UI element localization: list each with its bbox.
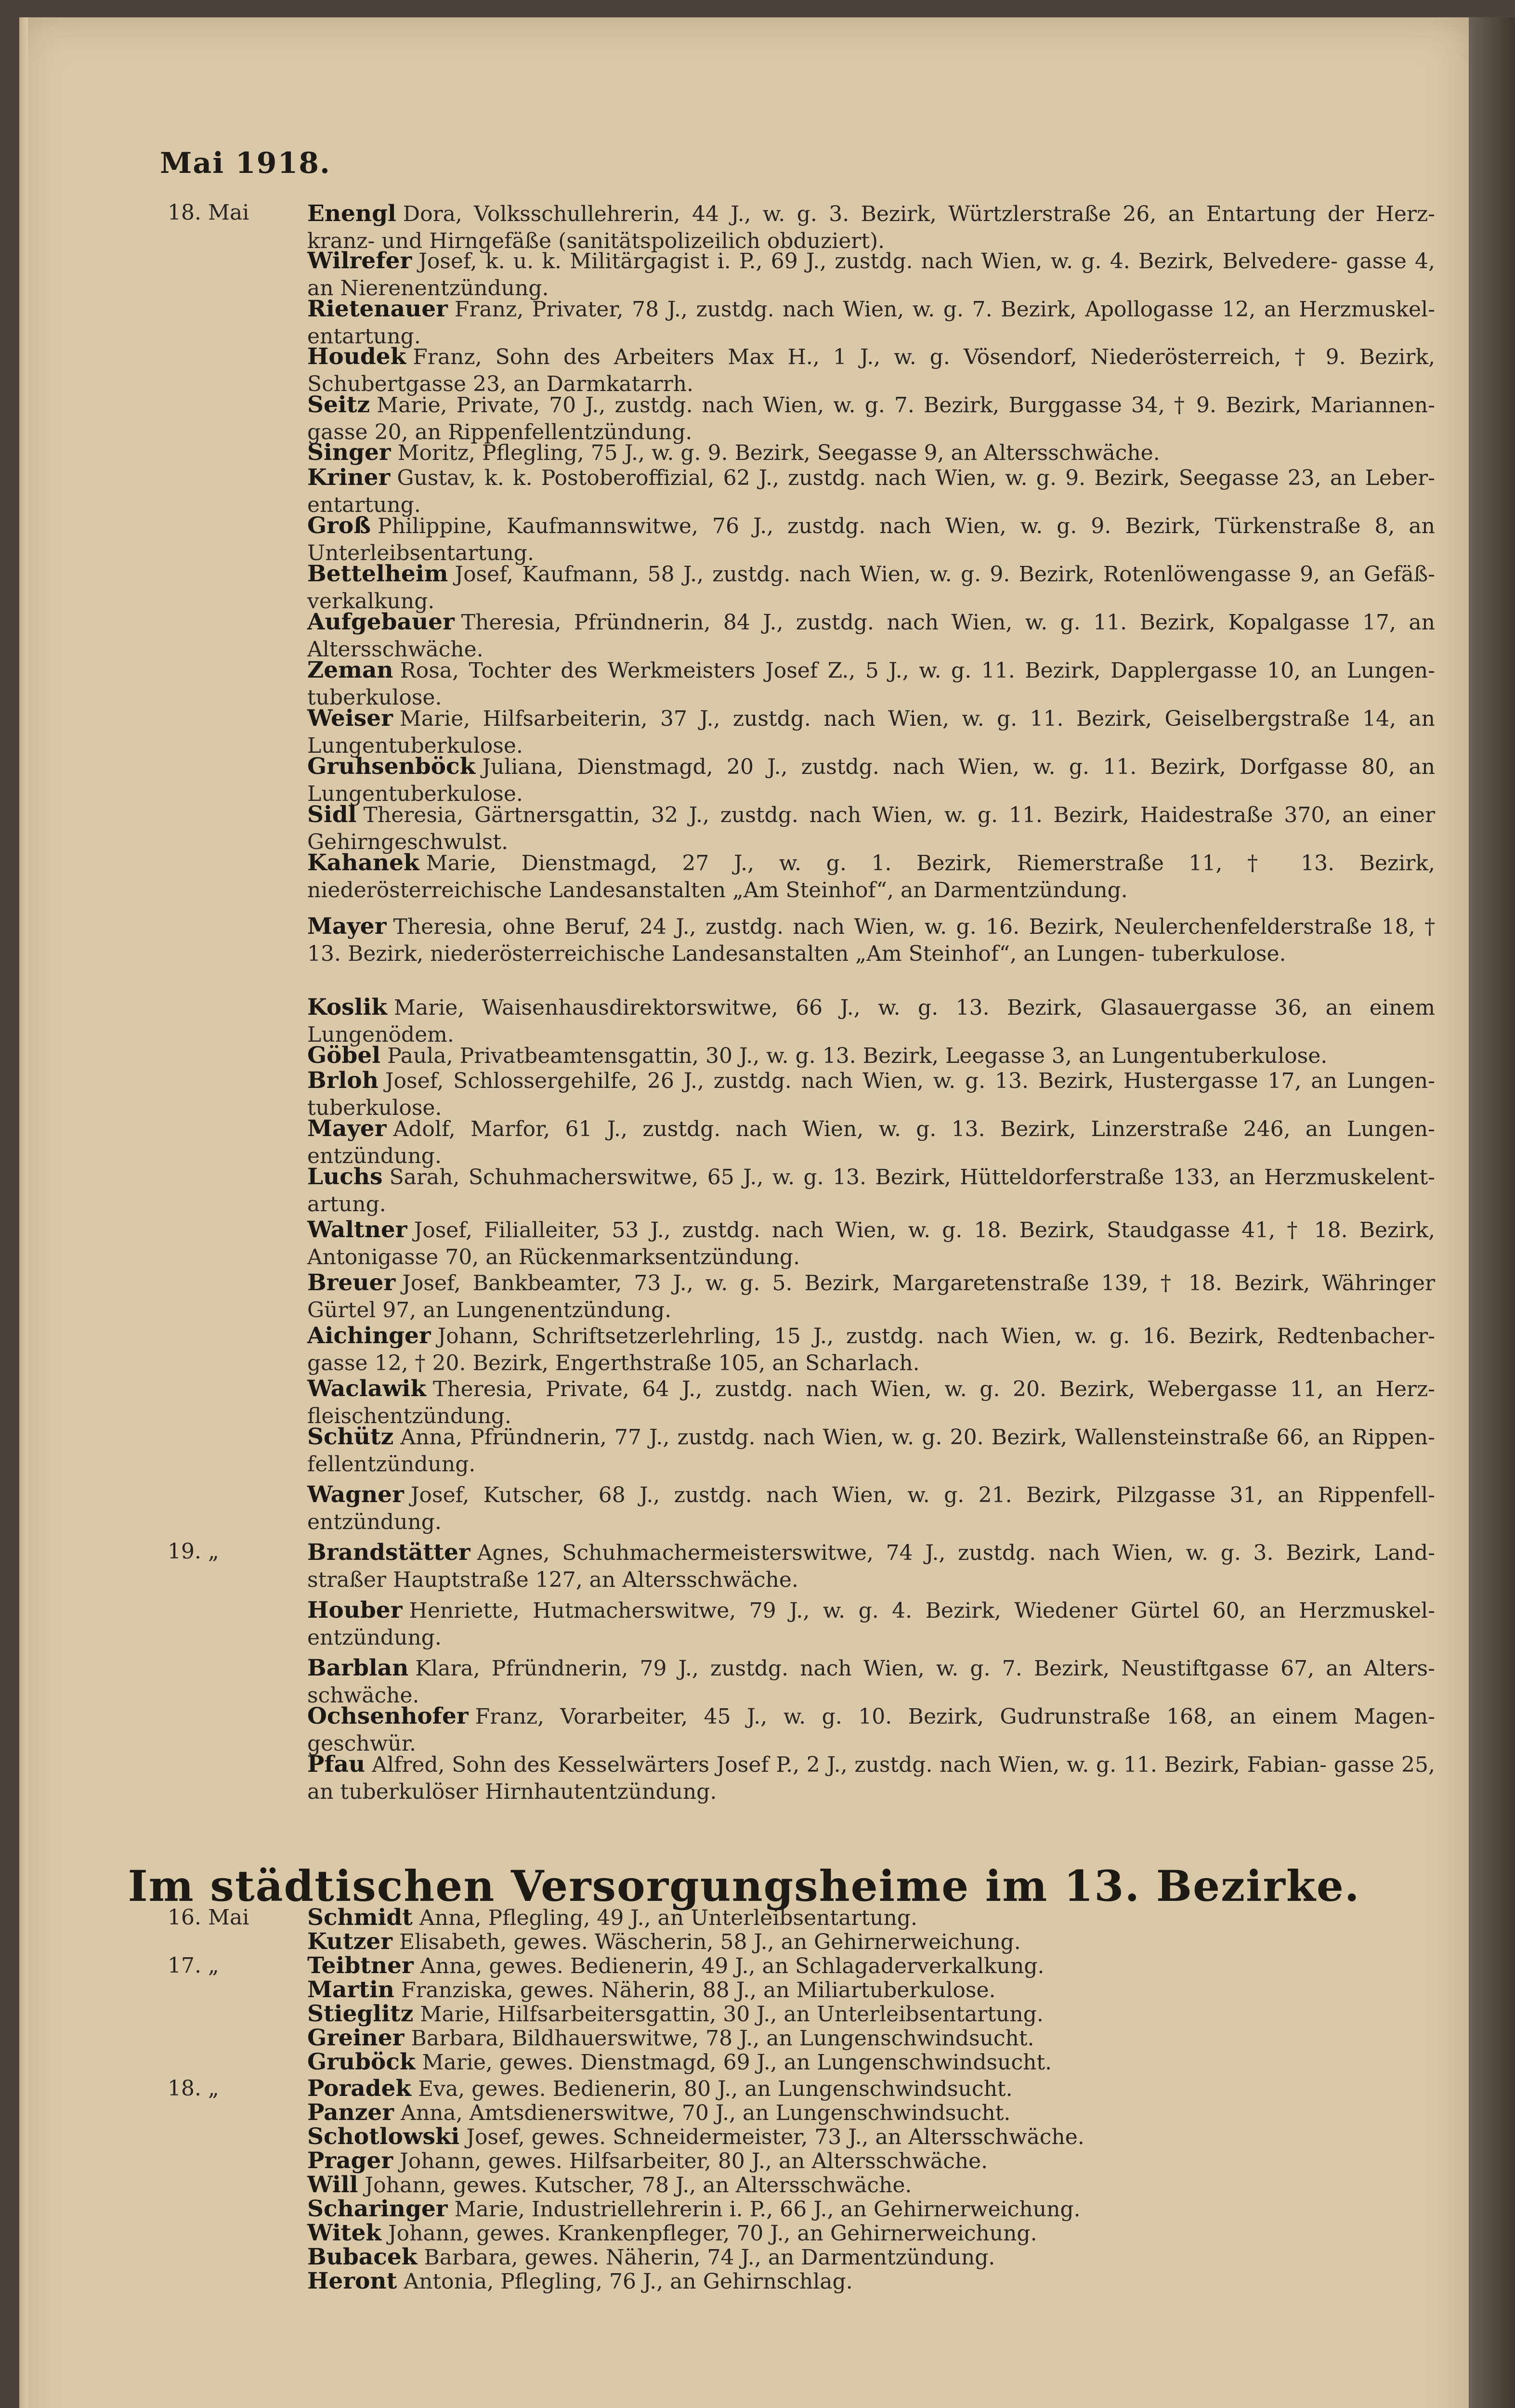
entry-details: Franz, Privater, 78 J., zustdg. nach Wien, w. g. 7. Bezirk, Apollogasse 12, an Herzmuskel- entartung.	[307, 297, 1435, 349]
entry-text	[307, 1953, 1435, 1979]
entry-details: Josef, Schlossergehilfe, 26 J., zustdg. nach Wien, w. g. 13. Bezirk, Hustergasse 17, an Lungen- tuberkulose.	[307, 1069, 1435, 1120]
entry-text	[307, 1977, 1435, 2003]
entry-details: Johann, gewes. Krankenpfleger, 70 J., an Gehirnerweichung.	[388, 2221, 1037, 2246]
entry-details: Gustav, k. k. Postoberoffizial, 62 J., zustdg. nach Wien, w. g. 9. Bezirk, Seegasse 23, an Leber- entartung.	[307, 466, 1435, 517]
section-heading: Im städtischen Versorgungsheime im 13. Bezirke.	[128, 1861, 1360, 1911]
entry-text	[307, 464, 1435, 519]
entry-date: 19. „	[168, 1539, 219, 1564]
deceased-surname: Groß	[307, 512, 371, 539]
deceased-surname: Martin	[307, 1976, 394, 2003]
deceased-surname: Kriner	[307, 464, 391, 491]
deceased-surname: Seitz	[307, 392, 370, 418]
deceased-surname: Houdek	[307, 343, 406, 370]
entry-details: Marie, gewes. Dienstmagd, 69 J., an Lungenschwindsucht.	[422, 2050, 1052, 2075]
entry-details: Theresia, Private, 64 J., zustdg. nach Wien, w. g. 20. Bezirk, Webergasse 11, an Herz- fleischentzündung.	[307, 1377, 1435, 1428]
entry-text	[307, 1269, 1435, 1324]
deceased-surname: Teibtner	[307, 1952, 414, 1979]
entry-text	[307, 1481, 1435, 1536]
entry-date: 16. Mai	[168, 1905, 249, 1930]
entry-text	[307, 913, 1435, 968]
entry-text	[307, 2221, 1435, 2246]
deceased-surname: Pfau	[307, 1751, 366, 1778]
book-gutter	[1469, 17, 1515, 2408]
entry-details: Johann, gewes. Kutscher, 78 J., an Altersschwäche.	[365, 2173, 912, 2198]
entry-text	[307, 1655, 1435, 1709]
entry-text	[307, 1905, 1435, 1931]
entry-text	[307, 1067, 1435, 1122]
entry-text	[307, 1217, 1435, 1271]
entry-text	[307, 2172, 1435, 2198]
entry-text	[307, 994, 1435, 1048]
deceased-surname: Witek	[307, 2220, 381, 2246]
deceased-surname: Gruhsenböck	[307, 753, 476, 780]
entry-details: Theresia, ohne Beruf, 24 J., zustdg. nach Wien, w. g. 16. Bezirk, Neulerchenfelderstraße 18, † 13. Bezirk, niederösterreichische Landesanstalten „Am Steinhof“, an Lungen- tuberkulose.	[307, 915, 1435, 966]
entry-text	[307, 753, 1435, 808]
entry-details: Josef, k. u. k. Militärgagist i. P., 69 J., zustdg. nach Wien, w. g. 4. Bezirk, Belvedere- gasse 4, an Nierenentzündung.	[307, 249, 1435, 301]
entry-details: Eva, gewes. Bedienerin, 80 J., an Lungenschwindsucht.	[418, 2077, 1013, 2101]
entry-text	[307, 1597, 1435, 1651]
entry-details: Dora, Volksschullehrerin, 44 J., w. g. 3. Bezirk, Würtzlerstraße 26, an Entartung der Herz- kranz- und Hirngefäße (sanitätspolizeilich obduziert).	[307, 202, 1435, 253]
deceased-surname: Barblan	[307, 1655, 409, 1681]
entry-details: Klara, Pfründnerin, 79 J., zustdg. nach Wien, w. g. 7. Bezirk, Neustiftgasse 67, an Alters- schwäche.	[307, 1656, 1435, 1708]
entry-details: Henriette, Hutmacherswitwe, 79 J., w. g. 4. Bezirk, Wiedener Gürtel 60, an Herzmuskel- entzündung.	[307, 1598, 1435, 1650]
deceased-surname: Scharinger	[307, 2196, 448, 2222]
entry-details: Josef, Filialleiter, 53 J., zustdg. nach Wien, w. g. 18. Bezirk, Staudgasse 41, † 18. Bezirk, Antonigasse 70, an Rückenmarksentzündung.	[307, 1218, 1435, 1269]
deceased-surname: Kutzer	[307, 1928, 393, 1955]
deceased-surname: Göbel	[307, 1042, 381, 1069]
deceased-surname: Schmidt	[307, 1904, 413, 1931]
entry-details: Philippine, Kaufmannswitwe, 76 J., zustdg. nach Wien, w. g. 9. Bezirk, Türkenstraße 8, an Unterleibsentartung.	[307, 514, 1435, 565]
deceased-surname: Rietenauer	[307, 296, 448, 322]
deceased-surname: Mayer	[307, 913, 387, 940]
entry-text	[307, 2197, 1435, 2222]
entry-text	[307, 1375, 1435, 1430]
deceased-surname: Wilrefer	[307, 248, 412, 274]
entry-text	[307, 2076, 1435, 2102]
entry-text	[307, 1164, 1435, 1218]
deceased-surname: Brloh	[307, 1067, 379, 1094]
entry-text	[307, 1115, 1435, 1170]
entry-details: Anna, gewes. Bedienerin, 49 J., an Schlagaderverkalkung.	[420, 1954, 1045, 1978]
entry-text	[307, 1322, 1435, 1377]
entry-date: 18. „	[168, 2076, 219, 2101]
entry-text	[307, 1751, 1435, 1806]
entry-text	[307, 439, 1435, 467]
entry-details: Paula, Privatbeamtensgattin, 30 J., w. g. 13. Bezirk, Leegasse 3, an Lungentuberkulose.	[387, 1044, 1328, 1068]
entry-details: Barbara, gewes. Näherin, 74 J., an Darmentzündung.	[424, 2245, 995, 2270]
entry-details: Marie, Waisenhausdirektorswitwe, 66 J., w. g. 13. Bezirk, Glasauergasse 36, an einem Lungenödem.	[307, 995, 1435, 1047]
entry-details: Theresia, Gärtnersgattin, 32 J., zustdg. nach Wien, w. g. 11. Bezirk, Haidestraße 370, an einer Gehirngeschwulst.	[307, 803, 1435, 854]
entry-details: Elisabeth, gewes. Wäscherin, 58 J., an Gehirnerweichung.	[399, 1930, 1021, 1954]
deceased-surname: Aichinger	[307, 1322, 431, 1349]
deceased-surname: Waclawik	[307, 1375, 426, 1402]
entry-details: Barbara, Bildhauerswitwe, 78 J., an Lungenschwindsucht.	[411, 2026, 1034, 2051]
entry-details: Johann, Schriftsetzerlehrling, 15 J., zustdg. nach Wien, w. g. 16. Bezirk, Redtenbacher- gasse 12, † 20. Bezirk, Engerthstraße 105, an Scharlach.	[307, 1324, 1435, 1375]
entry-text	[307, 1042, 1435, 1070]
entry-text	[307, 392, 1435, 446]
deceased-surname: Wagner	[307, 1481, 404, 1508]
entry-text	[307, 296, 1435, 350]
entry-text	[307, 801, 1435, 856]
deceased-surname: Enengl	[307, 200, 396, 227]
deceased-surname: Bettelheim	[307, 561, 448, 587]
deceased-surname: Schütz	[307, 1424, 394, 1450]
entry-text	[307, 343, 1435, 398]
entry-text	[307, 1424, 1435, 1478]
entry-text	[307, 2050, 1435, 2075]
deceased-surname: Bubacek	[307, 2244, 418, 2270]
entry-details: Agnes, Schuhmachermeisterswitwe, 74 J., zustdg. nach Wien, w. g. 3. Bezirk, Land- straßer Hauptstraße 127, an Altersschwäche.	[307, 1541, 1435, 1592]
entry-details: Josef, gewes. Schneidermeister, 73 J., an Altersschwäche.	[466, 2125, 1084, 2149]
deceased-surname: Koslik	[307, 994, 387, 1021]
entry-text	[307, 2148, 1435, 2174]
deceased-surname: Poradek	[307, 2075, 411, 2102]
entry-details: Anna, Amtsdienerswitwe, 70 J., an Lungenschwindsucht.	[401, 2101, 1011, 2125]
entry-details: Franziska, gewes. Näherin, 88 J., an Miliartuberkulose.	[401, 1978, 996, 2002]
deceased-surname: Panzer	[307, 2099, 394, 2126]
entry-text	[307, 561, 1435, 615]
deceased-surname: Mayer	[307, 1115, 387, 1142]
entry-text	[307, 609, 1435, 663]
entry-details: Anna, Pfründnerin, 77 J., zustdg. nach Wien, w. g. 20. Bezirk, Wallensteinstraße 66, an Rippen- fellentzündung.	[307, 1425, 1435, 1477]
entry-text	[307, 2124, 1435, 2150]
deceased-surname: Ochsenhofer	[307, 1703, 469, 1729]
entry-details: Johann, gewes. Hilfsarbeiter, 80 J., an Altersschwäche.	[400, 2149, 988, 2173]
deceased-surname: Heront	[307, 2268, 397, 2294]
entry-text	[307, 2026, 1435, 2051]
entry-details: Franz, Vorarbeiter, 45 J., w. g. 10. Bezirk, Gudrunstraße 168, an einem Magen- geschwür.	[307, 1704, 1435, 1756]
entry-details: Alfred, Sohn des Kesselwärters Josef P., 2 J., zustdg. nach Wien, w. g. 11. Bezirk, Fabian- gasse 25, an tuberkulöser Hirnhautentzündung.	[307, 1753, 1435, 1804]
entry-details: Marie, Private, 70 J., zustdg. nach Wien, w. g. 7. Bezirk, Burggasse 34, † 9. Bezirk, Mariannen- gasse 20, an Rippenfellentzündung.	[307, 393, 1435, 445]
deceased-surname: Waltner	[307, 1217, 407, 1243]
entry-date: 17. „	[168, 1953, 219, 1978]
deceased-surname: Gruböck	[307, 2049, 416, 2075]
deceased-surname: Brandstätter	[307, 1539, 470, 1566]
entry-details: Antonia, Pflegling, 76 J., an Gehirnschlag.	[404, 2269, 853, 2294]
entry-text	[307, 512, 1435, 567]
register-page	[19, 17, 1469, 2408]
deceased-surname: Zeman	[307, 657, 393, 683]
deceased-surname: Aufgebauer	[307, 609, 455, 635]
deceased-surname: Greiner	[307, 2025, 405, 2051]
entry-details: Josef, Kutscher, 68 J., zustdg. nach Wien, w. g. 21. Bezirk, Pilzgasse 31, an Rippenfell- entzündung.	[307, 1483, 1435, 1534]
entry-details: Moritz, Pflegling, 75 J., w. g. 9. Bezirk, Seegasse 9, an Altersschwäche.	[397, 441, 1160, 465]
entry-details: Anna, Pflegling, 49 J., an Unterleibsentartung.	[419, 1906, 917, 1930]
entry-text	[307, 1929, 1435, 1955]
entry-details: Rosa, Tochter des Werkmeisters Josef Z., 5 J., w. g. 11. Bezirk, Dapplergasse 10, an Lungen- tuberkulose.	[307, 658, 1435, 710]
entry-details: Franz, Sohn des Arbeiters Max H., 1 J., w. g. Vösendorf, Niederösterreich, † 9. Bezirk, Schubertgasse 23, an Darmkatarrh.	[307, 345, 1435, 396]
entry-text	[307, 1539, 1435, 1594]
deceased-surname: Luchs	[307, 1164, 383, 1190]
entry-details: Marie, Hilfsarbeitersgattin, 30 J., an Unterleibsentartung.	[420, 2002, 1044, 2027]
entry-text	[307, 850, 1435, 904]
entry-text	[307, 248, 1435, 302]
deceased-surname: Kahanek	[307, 850, 419, 876]
deceased-surname: Stieglitz	[307, 2001, 414, 2027]
entry-text	[307, 2269, 1435, 2294]
deceased-surname: Weiser	[307, 705, 393, 732]
deceased-surname: Breuer	[307, 1269, 396, 1296]
deceased-surname: Will	[307, 2172, 358, 2198]
entry-details: Juliana, Dienstmagd, 20 J., zustdg. nach Wien, w. g. 11. Bezirk, Dorfgasse 80, an Lungentuberkulose.	[307, 755, 1435, 806]
entry-text	[307, 2002, 1435, 2027]
running-title: Mai 1918.	[160, 146, 331, 180]
entry-details: Marie, Dienstmagd, 27 J., w. g. 1. Bezirk, Riemerstraße 11, † 13. Bezirk, niederösterreichische Landesanstalten „Am Steinhof“, an Darmentzündung.	[307, 851, 1435, 903]
entry-details: Josef, Bankbeamter, 73 J., w. g. 5. Bezirk, Margaretenstraße 139, † 18. Bezirk, Währinger Gürtel 97, an Lungenentzündung.	[307, 1271, 1435, 1322]
entry-details: Theresia, Pfründnerin, 84 J., zustdg. nach Wien, w. g. 11. Bezirk, Kopalgasse 17, an Altersschwäche.	[307, 610, 1435, 662]
deceased-surname: Sidl	[307, 801, 357, 828]
entry-text	[307, 657, 1435, 711]
entry-text	[307, 2245, 1435, 2270]
deceased-surname: Prager	[307, 2147, 393, 2174]
entry-text	[307, 705, 1435, 759]
entry-details: Marie, Industriellehrerin i. P., 66 J., an Gehirnerweichung.	[454, 2197, 1081, 2222]
entry-details: Adolf, Marfor, 61 J., zustdg. nach Wien, w. g. 13. Bezirk, Linzerstraße 246, an Lungen- entzündung.	[307, 1117, 1435, 1168]
entry-text	[307, 200, 1435, 255]
entry-text	[307, 2100, 1435, 2126]
entry-details: Marie, Hilfsarbeiterin, 37 J., zustdg. nach Wien, w. g. 11. Bezirk, Geiselbergstraße 14, an Lungentuberkulose.	[307, 707, 1435, 758]
deceased-surname: Schotlowski	[307, 2123, 460, 2150]
deceased-surname: Singer	[307, 439, 391, 466]
entry-date: 18. Mai	[168, 200, 249, 225]
entry-details: Josef, Kaufmann, 58 J., zustdg. nach Wien, w. g. 9. Bezirk, Rotenlöwengasse 9, an Gefäß- verkalkung.	[307, 562, 1435, 614]
entry-details: Sarah, Schuhmacherswitwe, 65 J., w. g. 13. Bezirk, Hütteldorferstraße 133, an Herzmuskelent- artung.	[307, 1165, 1435, 1217]
deceased-surname: Houber	[307, 1597, 403, 1623]
entry-text	[307, 1703, 1435, 1757]
page-edge	[19, 17, 28, 2408]
